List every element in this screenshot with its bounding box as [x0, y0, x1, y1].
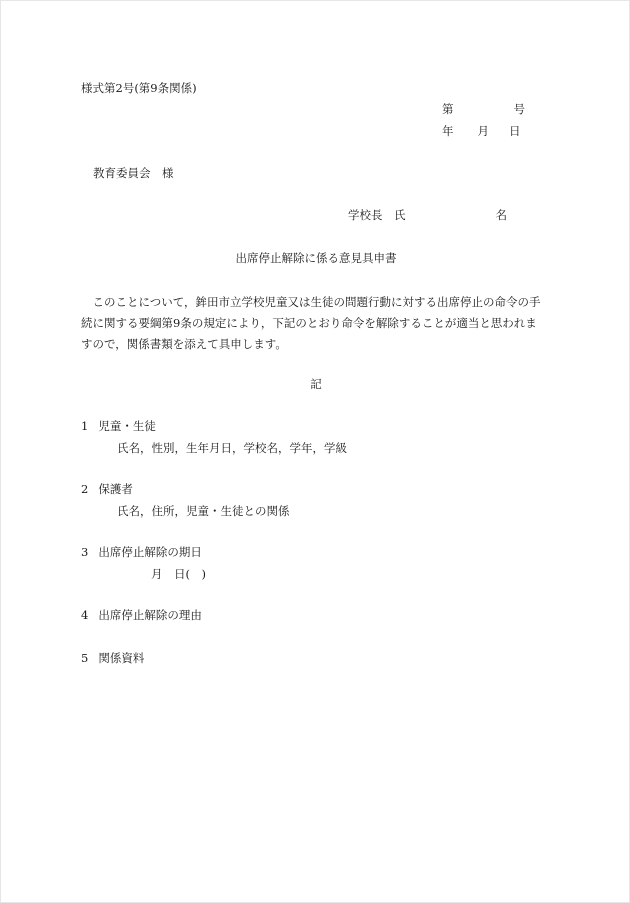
- document-title: 出席停止解除に係る意見具申書: [235, 251, 397, 265]
- body-line: すので，関係書類を添えて具申します。: [81, 337, 287, 351]
- item-1-detail: 氏名，性別，生年月日，学校名，学年，学級: [117, 441, 347, 455]
- item-2-detail: 氏名，住所，児童・生徒との関係: [117, 504, 290, 518]
- addressee: 教育委員会 様: [93, 166, 174, 180]
- item-number: 1: [81, 419, 89, 433]
- item-number: 3: [81, 545, 89, 559]
- item-3-detail: 月 日( ): [151, 567, 206, 581]
- item-label: 出席停止解除の期日: [98, 545, 202, 559]
- form-label: 様式第2号(第9条関係): [81, 81, 197, 95]
- item-5-title: [81, 651, 144, 665]
- date-month: 月: [477, 124, 489, 138]
- document-date-line: [442, 124, 521, 138]
- principal-name-suffix: 名: [495, 208, 507, 222]
- date-year: 年: [442, 124, 454, 138]
- document-number-line: [442, 102, 525, 116]
- item-number: 5: [81, 651, 89, 665]
- item-number: 4: [81, 608, 89, 622]
- doc-number-prefix: 第: [442, 102, 454, 116]
- body-paragraph: [81, 292, 551, 355]
- item-label: 保護者: [98, 482, 133, 496]
- body-line: 続に関する要綱第9条の規定により，下記のとおり命令を解除することが適当と思われま: [81, 316, 537, 330]
- item-label: 関係資料: [98, 651, 145, 665]
- principal-title: 学校長 氏: [348, 208, 406, 222]
- item-label: 児童・生徒: [98, 419, 156, 433]
- item-number: 2: [81, 482, 89, 496]
- item-2-title: [81, 482, 133, 496]
- item-1-title: [81, 419, 156, 433]
- doc-number-suffix: 号: [513, 102, 525, 116]
- ki-heading: 記: [310, 377, 322, 391]
- item-4-title: [81, 608, 202, 622]
- item-label: 出席停止解除の理由: [98, 608, 202, 622]
- date-day: 日: [509, 124, 521, 138]
- body-line: このことについて，鉾田市立学校児童又は生徒の問題行動に対する出席停止の命令の手: [81, 295, 541, 309]
- item-3-title: [81, 545, 202, 559]
- principal-signature-line: [348, 208, 507, 222]
